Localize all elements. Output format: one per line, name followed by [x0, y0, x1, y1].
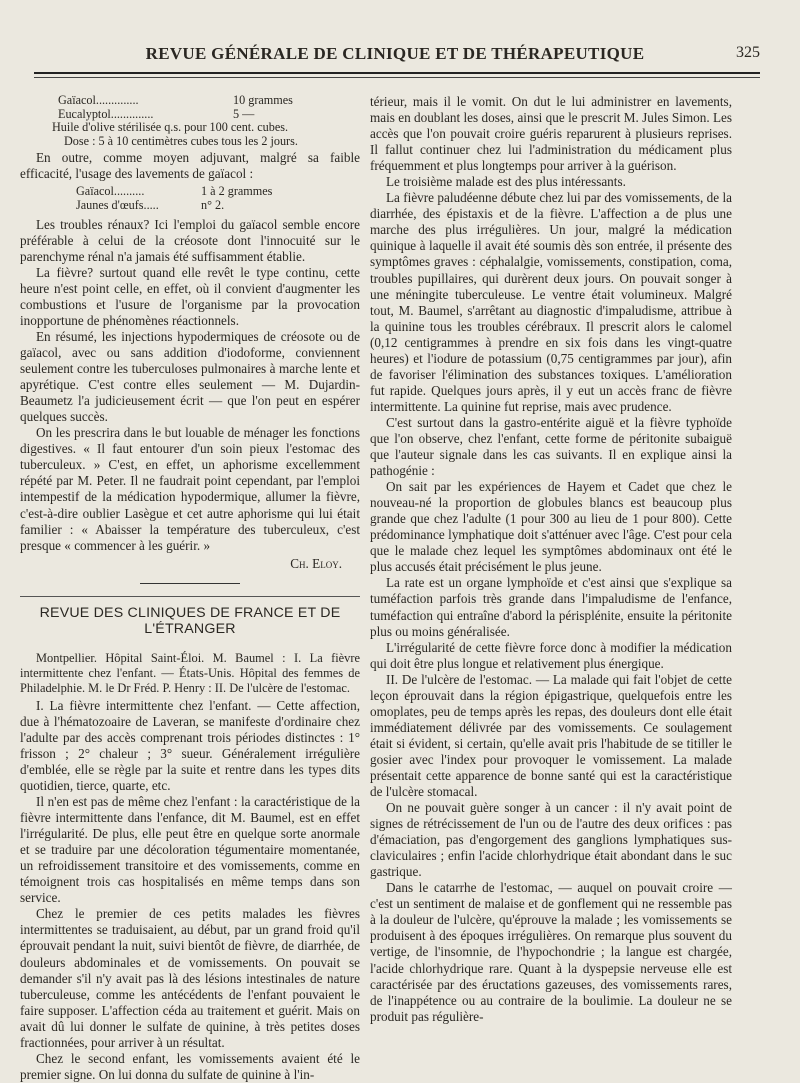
formula-note: Huile d'olive stérilisée q.s. pour 100 cent. cubes.	[52, 120, 289, 135]
formula-qty: 10 grammes	[233, 93, 293, 107]
left-column	[20, 94, 360, 1083]
paragraph: La fièvre paludéenne débute chez lui par des vomissements, de la diarrhée, des épistaxis et de la fièvre. L'affection a de plus une marche des plus irrégulières. Un jour, malgré la médication quinique à laquelle il avait été soumis dès son entrée, il présente des symptômes graves : céphalalgie, vomissements, constipation, coma, troubles pupillaires, qui durèrent deux jours. On pouvait songer à une méningite tuberculeuse. Le ventre était volumineux. Malgré tout, M. Baumel, s'arrêtant au diagnostic d'impaludisme, attribue à la quinine tous les troubles cérébraux. Il prescrit alors le calomel (0,12 centigrammes à prendre en six fois dans les vingt-quatre heures) et l'iodure de potassium (0,75 centigrammes par jour), afin de favoriser l'élimination des substances toxiques. L'amélioration fut rapide. Quelques jours après, il y eut un accès franc de fièvre intermittente. La quinine fut reprise, mais avec prudence.	[370, 190, 732, 414]
section-intro: Montpellier. Hôpital Saint-Éloi. M. Baumel : I. La fièvre intermittente chez l'enfant. — États-Unis. Hôpital des femmes de Philadelphie. M. le Dr Fréd. P. Henry : II. De l'ulcère de l'estomac.	[20, 650, 360, 695]
paragraph: Chez le second enfant, les vomissements avaient été le premier signe. On lui donna du sulfate de quinine à l'in-	[20, 1050, 360, 1082]
formula-item: Gaïacol..............	[58, 93, 139, 107]
header-rule-thin	[34, 77, 760, 78]
paragraph: L'irrégularité de cette fièvre force donc à modifier la médication qui doit être plus longue et relativement plus énergique.	[370, 639, 732, 671]
lavement-formula	[20, 185, 360, 212]
separator-rule	[140, 583, 240, 584]
formula-item: Jaunes d'œufs.....	[76, 198, 159, 213]
gaiacol-formula	[20, 94, 360, 148]
paragraph: La rate est un organe lymphoïde et c'est ainsi que s'explique sa tuméfaction parfois très grande dans l'impaludisme de l'enfance, tuméfaction qui entraîne d'abord la périsplénite, ensuite la péritonite plus ou moins généralisée.	[370, 575, 732, 639]
paragraph: En résumé, les injections hypodermiques de créosote ou de gaïacol, avec ou sans addition d'iodoforme, conviennent seulement contre les tuberculoses pulmonaires à marche lente et apyrétique. C'est contre elles seulement — M. Dujardin-Beaumetz l'a judicieusement écrit — que l'on peut en espérer quelques succès.	[20, 328, 360, 425]
paragraph: I. La fièvre intermittente chez l'enfant. — Cette affection, due à l'hématozoaire de Laveran, se manifeste d'ordinaire chez l'adulte par des accès comprenant trois périodes distinctes : 1° frisson ; 2° chaleur ; 3° sueur. Généralement irrégulière d'emblée, elle se règle par la suite et rentre dans les types dits quotidien, tierce, quarte, etc.	[20, 697, 360, 794]
paragraph: On sait par les expériences de Hayem et Cadet que chez le nouveau-né la proportion de globules blancs est beaucoup plus grande que chez l'adulte (1 pour 300 au lieu de 1 pour 800). Cette prédominance lymphatique doit s'atténuer avec l'âge. C'est pour cela que le malade chez lequel les symptômes abdominaux ont été le plus accusés était précisément le plus jeune.	[370, 479, 732, 575]
paragraph: En outre, comme moyen adjuvant, malgré sa faible efficacité, l'usage des lavements de gaïacol :	[20, 150, 360, 182]
formula-item: Gaïacol..........	[76, 184, 145, 199]
running-header	[30, 44, 760, 64]
paragraph: Les troubles rénaux? Ici l'emploi du gaïacol semble encore préférable à celui de la créosote dont l'innocuité sur le parenchyme rénal n'a jamais été suffisamment établie.	[20, 216, 360, 264]
formula-qty: 1 à 2 grammes	[201, 184, 273, 199]
paragraph: Dans le catarrhe de l'estomac, — auquel on pouvait croire — c'est un sentiment de malaise et de gonflement qui ne ressemble pas à la douleur de l'ulcère, qu'éprouve la malade ; les vomissements se produisent à des époques irrégulières. On remarque plus souvent du vertige, de l'insomnie, de l'hypochondrie ; la langue est chargée, l'acide chlorhydrique rare. Quant à la dyspepsie nerveuse elle est caractérisée par des éructations gazeuses, des vomissements rares, de l'inappétence ou au contraire de la boulimie. La douleur ne se produit pas régulière-	[370, 880, 732, 1024]
formula-row	[20, 94, 360, 108]
paragraph: II. De l'ulcère de l'estomac. — La malade qui fait l'objet de cette leçon éprouvait dans la région épigastrique, quelquefois entre les omoplates, peu de temps après les repas, des douleurs dont elle était immédiatement délivrée par des vomissements. Ce soulagement était si évident, si certain, qu'elle avait pris l'habitude de se titiller le gosier avec l'index pour provoquer le vomissement. La malade présentait cette apparence de bonne santé qui est la caractéristique de l'ulcère stomacal.	[370, 671, 732, 800]
paragraph: La fièvre? surtout quand elle revêt le type continu, cette heure n'est point celle, en effet, où il convient d'augmenter les combustions et l'usure de l'organisme par la provocation inopportune de phénomènes réactionnels.	[20, 264, 360, 328]
formula-qty: 5 —	[233, 106, 255, 121]
paragraph: On les prescrira dans le but louable de ménager les fonctions digestives. « Il faut entourer d'un soin pieux l'estomac des tuberculeux. » C'est, en effet, un aphorisme excellemment répété par M. Peter. Il ne faudrait point cependant, par l'emploi intempestif de la médication hypodermique, allumer la fièvre, c'est-à-dire oublier Lasègue et cet autre aphorisme qui lui était familier : « Abaisser la température des tuberculeux, c'est presque « commencer à les guérir. »	[20, 425, 360, 553]
formula-qty: n° 2.	[201, 198, 225, 213]
page-number: 325	[736, 44, 760, 61]
paragraph: Chez le premier de ces petits malades les fièvres intermittentes se traduisaient, au début, par un grand froid qu'il éprouvait pendant la nuit, suivi bientôt de fièvre, de diarrhée, de douleurs abdominales et de vomissements. On pouvait se demander s'il n'y avait pas là des lésions intestinales de nature tuberculeuse, comme les antécédents de l'enfant pouvaient le faire supposer. L'affection céda au traitement et guérit. Mais on avait dû lui donner le sulfate de quinine, à très petites doses fractionnées, pour arriver à un résultat.	[20, 906, 360, 1050]
paragraph: Le troisième malade est des plus intéressants.	[386, 174, 626, 190]
header-rule	[34, 72, 760, 74]
paragraph: Il n'en est pas de même chez l'enfant : la caractéristique de la fièvre intermittente dans l'enfance, dit M. Baumel, est en effet l'irrégularité. De plus, elle peut être en quelque sorte anormale et se traduire par une décoloration tégumentaire momentanée, un refroidissement transitoire et des vomissements, comme en témoignent trois cas hospitalisés en même temps dans son service.	[20, 794, 360, 906]
paragraph: térieur, mais il le vomit. On dut le lui administrer en lavements, mais en doublant les doses, ainsi que le prescrit M. Jules Simon. Les accès que l'on pouvait croire guéris reparurent à plusieurs reprises. Il fallut continuer chez lui l'administration du médicament plus fréquemment et plus longtemps pour arriver à la guérison.	[370, 94, 732, 174]
formula-item: Eucalyptol..............	[58, 106, 154, 121]
right-column	[370, 94, 732, 1025]
section-title: REVUE DES CLINIQUES DE FRANCE ET DE L'ÉTRANGER	[20, 596, 360, 637]
journal-title: REVUE GÉNÉRALE DE CLINIQUE ET DE THÉRAPEUTIQUE	[145, 44, 645, 63]
author-signature: Ch. Eloy.	[290, 555, 342, 571]
paragraph: C'est surtout dans la gastro-entérite aiguë et la fièvre typhoïde que l'on observe, chez l'enfant, cette forme de péritonite subaiguë que l'auteur signale dans les cas suivants. Il en explique ainsi la pathogénie :	[370, 414, 732, 479]
formula-dose: Dose : 5 à 10 centimètres cubes tous les 2 jours.	[64, 133, 298, 148]
formula-row	[20, 108, 360, 122]
formula-row	[20, 199, 360, 213]
formula-row	[20, 185, 360, 199]
paragraph: On ne pouvait guère songer à un cancer : il n'y avait point de signes de rétrécissement de l'un ou de l'autre des deux orifices : pas d'émaciation, pas d'engorgement des ganglions lymphatiques sus-claviculaires ; enfin l'acide chlorhydrique était abondant dans le suc gastrique.	[370, 800, 732, 880]
